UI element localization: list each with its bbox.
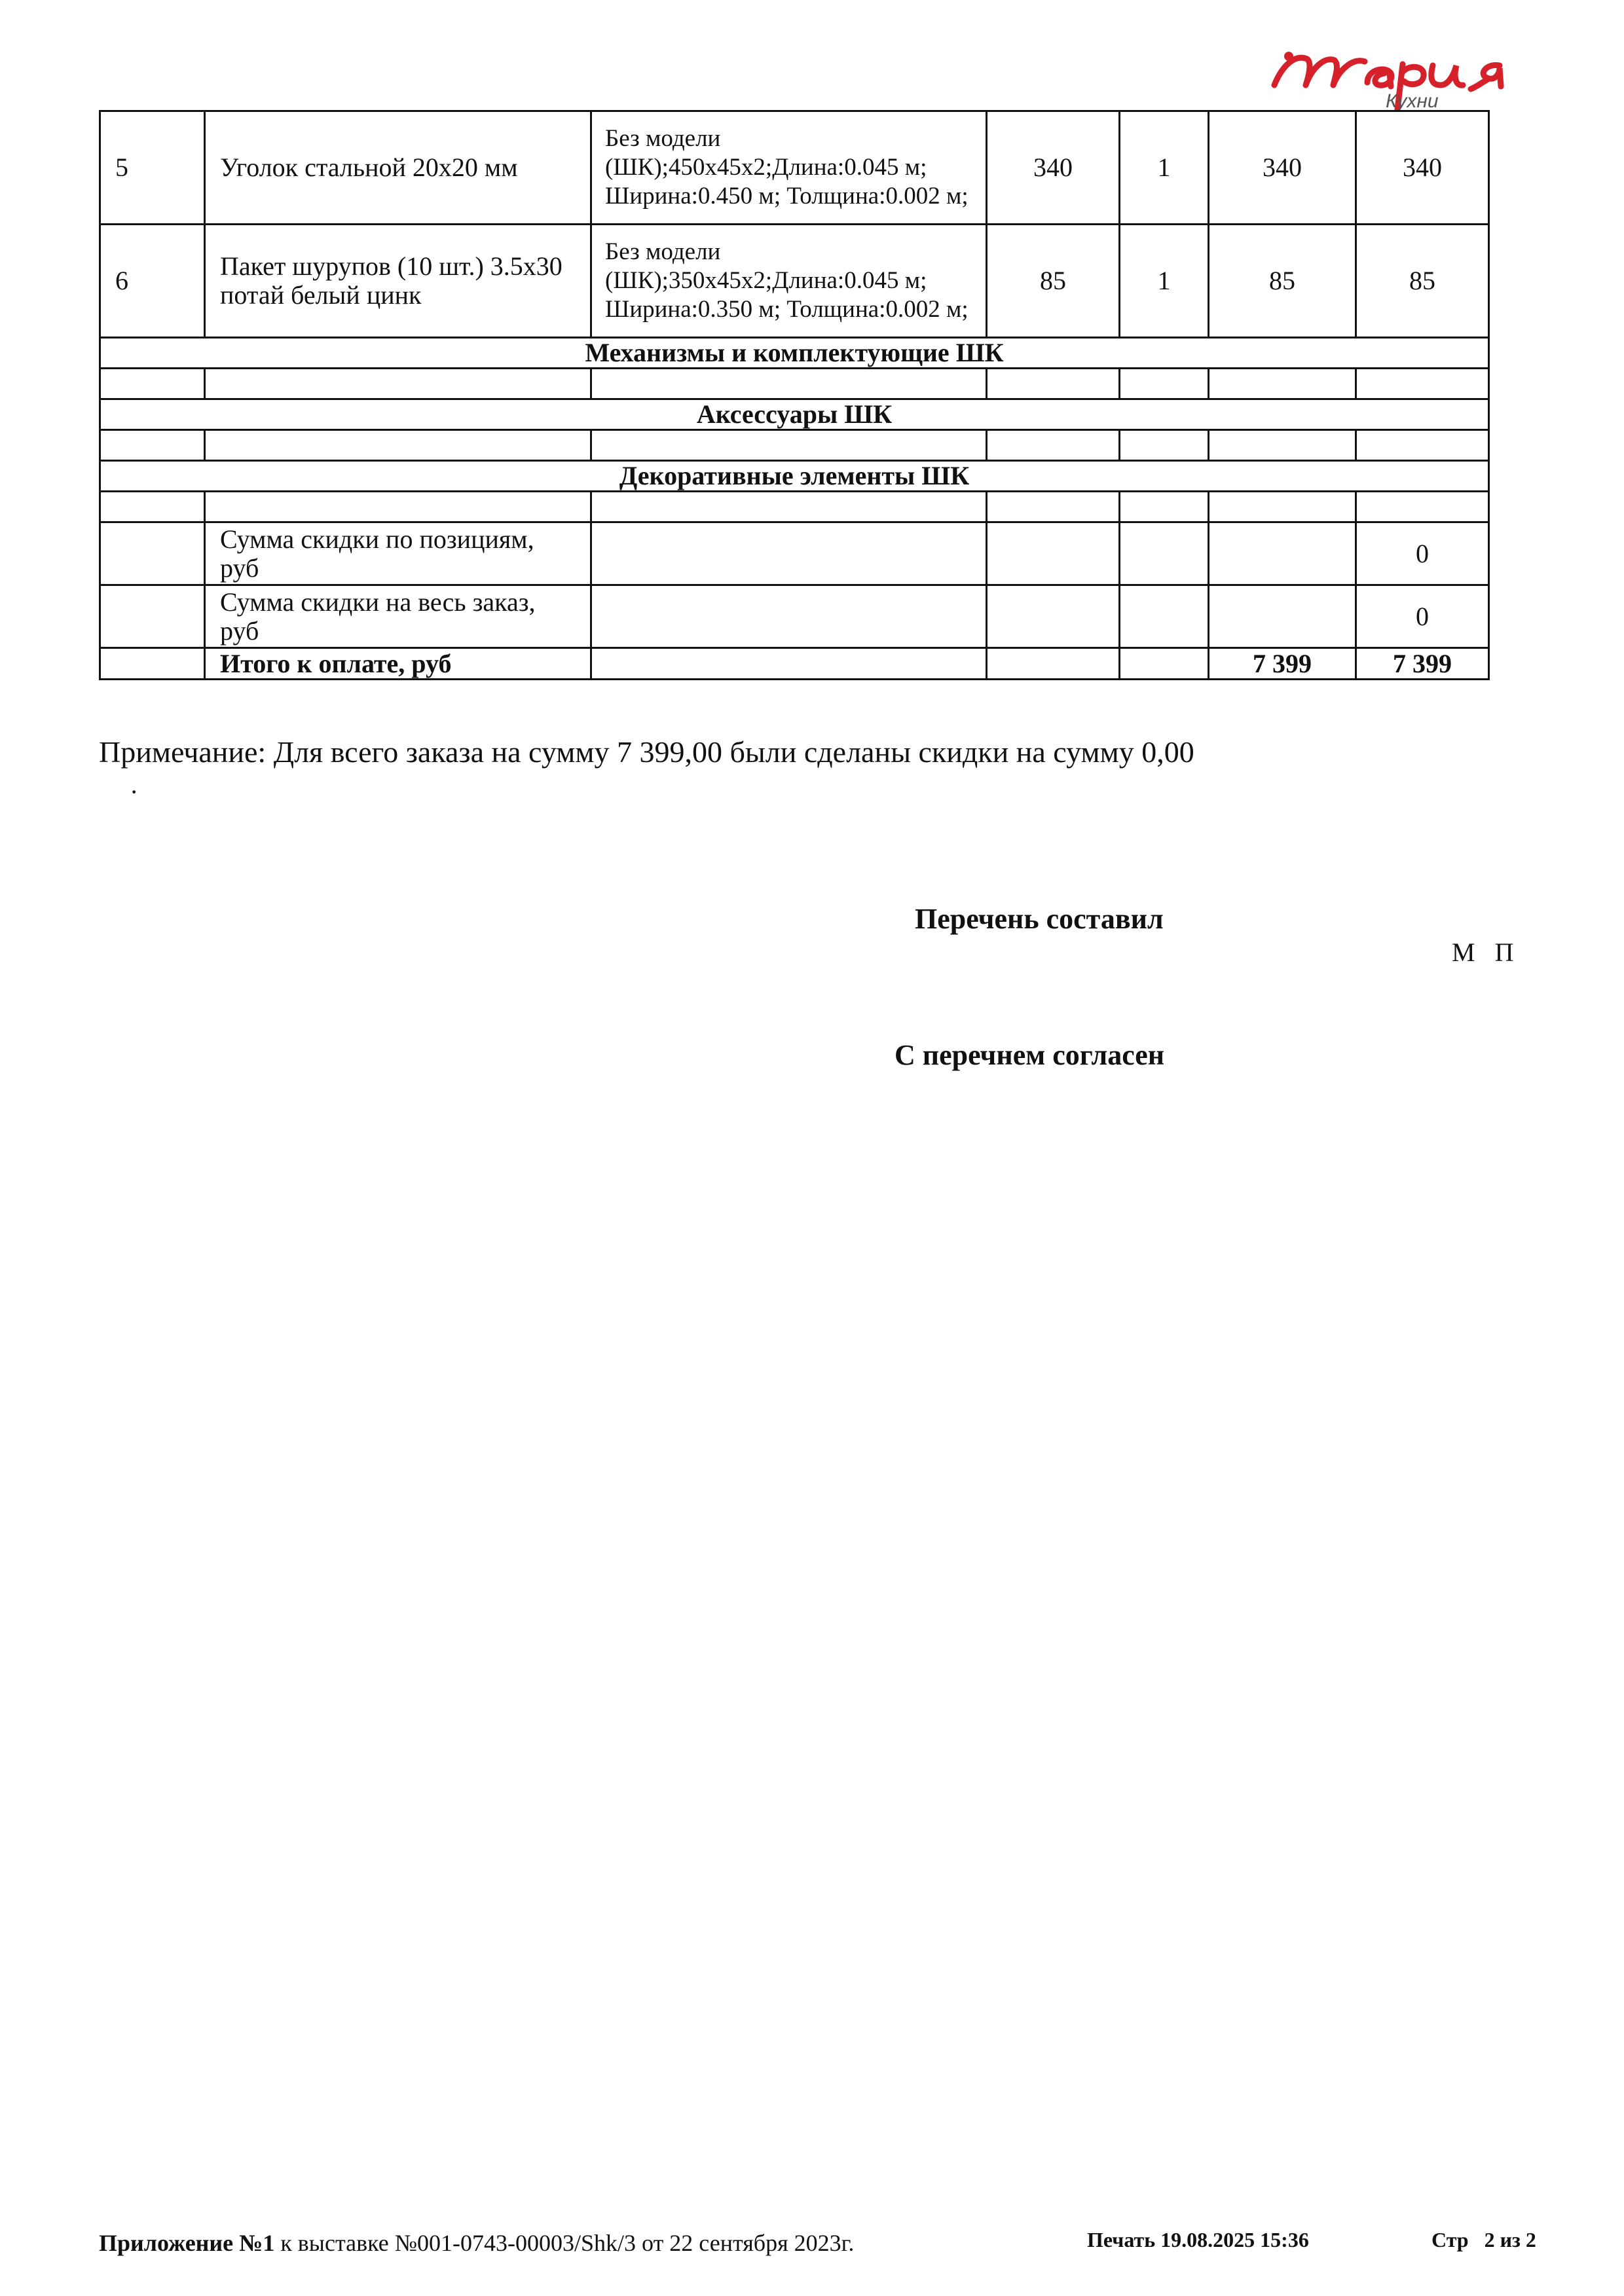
total-label: Итого к оплате, руб bbox=[205, 648, 591, 680]
item-sum-final: 85 bbox=[1356, 225, 1489, 338]
maria-logo-icon bbox=[1269, 39, 1521, 111]
item-sum-final: 340 bbox=[1356, 111, 1489, 225]
note-mark: · bbox=[130, 777, 139, 807]
logo-subtitle: Кухни bbox=[1386, 90, 1439, 111]
brand-logo bbox=[1269, 39, 1521, 111]
discount-row bbox=[100, 522, 1489, 585]
total-sum-final: 7 399 bbox=[1356, 648, 1489, 680]
item-sum: 340 bbox=[1209, 111, 1356, 225]
item-sum: 85 bbox=[1209, 225, 1356, 338]
discount-order-value: 0 bbox=[1356, 585, 1489, 648]
discount-order-label: Сумма скидки на весь заказ, руб bbox=[205, 585, 591, 648]
footer-print-date: Печать 19.08.2025 15:36 bbox=[1087, 2228, 1309, 2251]
discount-items-label: Сумма скидки по позициям, руб bbox=[205, 522, 591, 585]
empty-row bbox=[100, 492, 1489, 522]
total-sum: 7 399 bbox=[1209, 648, 1356, 680]
annex-title: Приложение №1 bbox=[99, 2230, 275, 2256]
page-value: 2 из 2 bbox=[1484, 2228, 1536, 2251]
footer-page-number bbox=[1431, 2228, 1536, 2252]
table-row bbox=[100, 225, 1489, 338]
compiled-by-label: Перечень составил bbox=[915, 903, 1164, 935]
table-row bbox=[100, 111, 1489, 225]
item-price: 85 bbox=[987, 225, 1120, 338]
item-description: Без модели (ШК);450х45х2;Длина:0.045 м; Ширина:0.450 м; Толщина:0.002 м; bbox=[591, 111, 987, 225]
item-number: 5 bbox=[100, 111, 205, 225]
section-row bbox=[100, 461, 1489, 492]
empty-row bbox=[100, 369, 1489, 399]
agreed-label: С перечнем согласен bbox=[895, 1039, 1165, 1071]
stamp-place-label: М П bbox=[1452, 938, 1521, 967]
footer-annex bbox=[99, 2229, 854, 2257]
item-name: Пакет шурупов (10 шт.) 3.5х30 потай белый цинк bbox=[205, 225, 591, 338]
discount-row bbox=[100, 585, 1489, 648]
item-quantity: 1 bbox=[1120, 111, 1209, 225]
item-quantity: 1 bbox=[1120, 225, 1209, 338]
item-number: 6 bbox=[100, 225, 205, 338]
section-title-accessories: Аксессуары ШК bbox=[100, 399, 1489, 430]
total-row bbox=[100, 648, 1489, 680]
discount-items-value: 0 bbox=[1356, 522, 1489, 585]
annex-details: к выставке №001-0743-00003/Shk/3 от 22 сентября 2023г. bbox=[274, 2230, 855, 2256]
section-row bbox=[100, 399, 1489, 430]
item-description: Без модели (ШК);350х45х2;Длина:0.045 м; Ширина:0.350 м; Толщина:0.002 м; bbox=[591, 225, 987, 338]
section-row bbox=[100, 338, 1489, 369]
section-title-decor: Декоративные элементы ШК bbox=[100, 461, 1489, 492]
order-spec-table bbox=[99, 110, 1490, 680]
empty-row bbox=[100, 430, 1489, 461]
section-title-mechanisms: Механизмы и комплектующие ШК bbox=[100, 338, 1489, 369]
item-price: 340 bbox=[987, 111, 1120, 225]
item-name: Уголок стальной 20х20 мм bbox=[205, 111, 591, 225]
discount-note: Примечание: Для всего заказа на сумму 7 399,00 были сделаны скидки на сумму 0,00 bbox=[99, 735, 1194, 769]
page-label: Стр bbox=[1431, 2228, 1469, 2251]
